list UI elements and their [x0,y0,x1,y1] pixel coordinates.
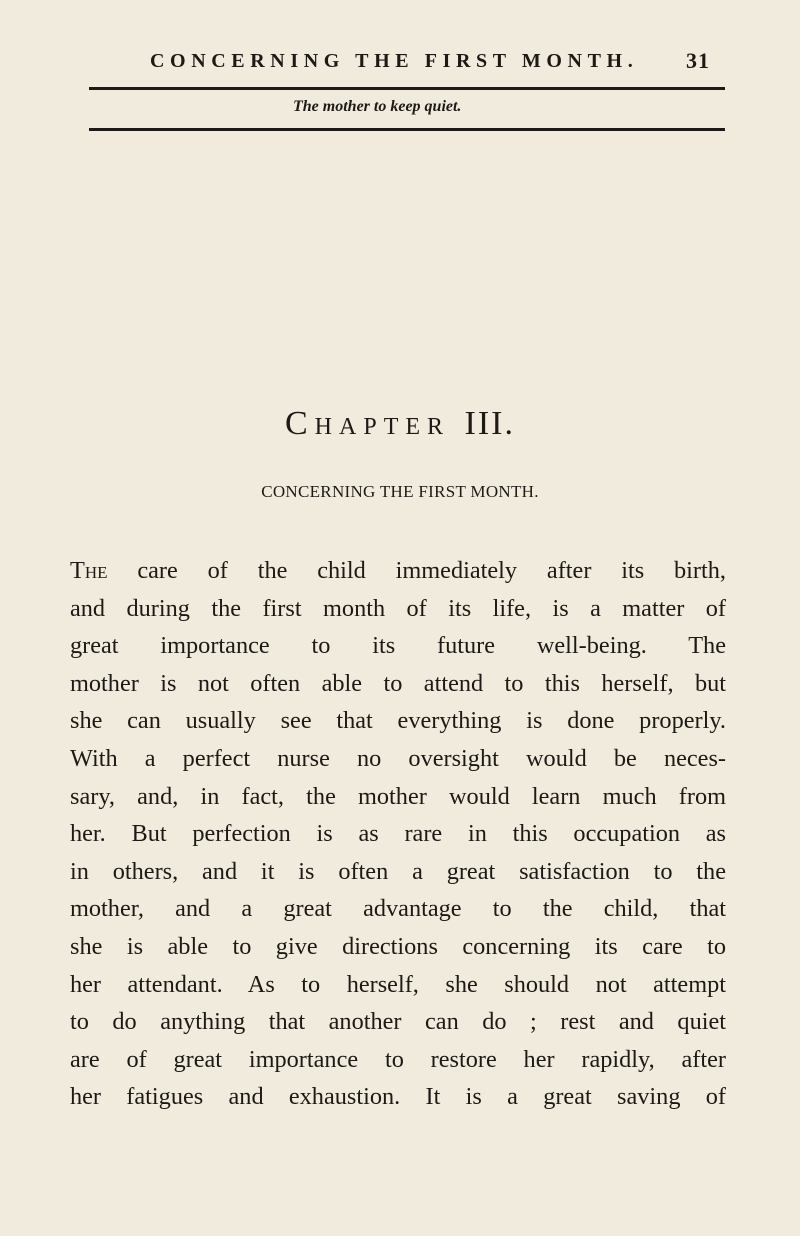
chapter-heading [80,405,720,443]
chapter-word: Chapter [285,405,451,442]
lead-word: The [70,557,108,584]
body-line: in others, and it is often a great satisfaction to the [70,857,726,885]
body-line: great importance to its future well-being. The [70,632,726,660]
body-line: to do anything that another can do ; rest and quiet [70,1008,726,1036]
body-line: mother, and a great advantage to the child, that [70,895,726,923]
body-line-text: care of the child immediately after its birth, [107,557,726,584]
page-number: 31 [686,48,710,73]
body-line: her attendant. As to herself, she should not attempt [70,970,726,998]
margin-note: The mother to keep quiet. [293,98,462,115]
body-line: sary, and, in fact, the mother would learn much from [70,782,726,810]
body-line: her fatigues and exhaustion. It is a great saving of [70,1083,726,1111]
body-line: her. But perfection is as rare in this occupation as [70,820,726,848]
body-paragraph [70,552,726,1116]
body-line: are of great importance to restore her rapidly, after [70,1045,726,1073]
body-line: she is able to give directions concerning its care to [70,932,726,960]
running-head [150,44,710,78]
header-rule-top [89,87,725,90]
chapter-title: CONCERNING THE FIRST MONTH. [261,482,539,501]
chapter-number: III. [464,405,515,442]
body-line [70,552,726,590]
running-head-title: CONCERNING THE FIRST MONTH. [150,50,639,72]
body-line: she can usually see that everything is done properly. [70,707,726,735]
header-rule-bottom [89,128,725,131]
body-line: With a perfect nurse no oversight would be neces- [70,744,726,772]
body-line: and during the first month of its life, is a matter of [70,594,726,622]
body-line: mother is not often able to attend to this herself, but [70,669,726,697]
